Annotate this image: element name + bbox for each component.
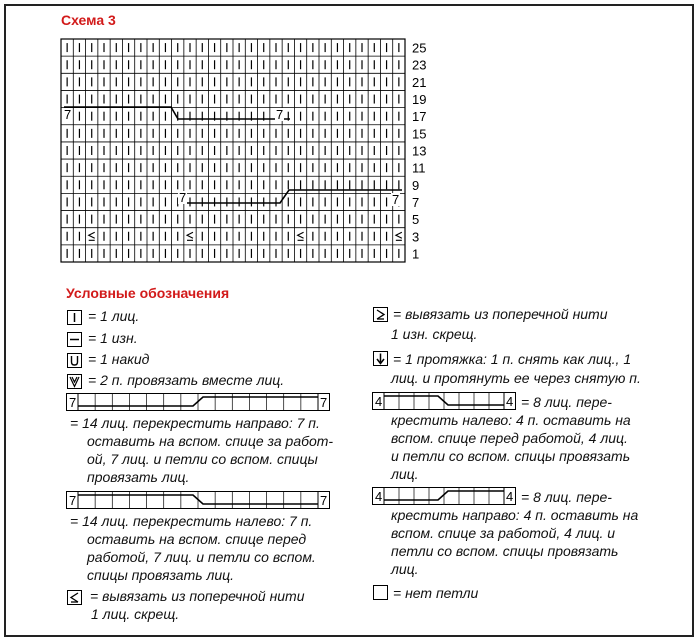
cable-left-text-1: = 14 лиц. перекрестить налево: 7 п. <box>70 513 313 529</box>
cable-right-text-3: ой, 7 лиц. и петли со вспом. спицы <box>87 451 318 467</box>
cable-left-text-3: работой, 7 лиц. и петли со вспом. <box>87 549 316 565</box>
m1-purl-symbol <box>373 307 389 323</box>
small-right-text-5: лиц. <box>391 561 419 577</box>
legend-title: Условные обозначения <box>66 285 230 301</box>
small-right-text-4: петли со вспом. спицы провязать <box>391 543 619 559</box>
cable-right-14-symbol <box>66 393 331 412</box>
row-number: 9 <box>412 177 420 193</box>
small-right-text-1: = 8 лиц. пере- <box>521 489 612 505</box>
yarn-over-symbol <box>67 353 83 369</box>
cable-left-14-symbol <box>66 491 331 510</box>
knit-text: = 1 лиц. <box>88 308 140 324</box>
row-number: 21 <box>412 74 427 90</box>
row-number: 3 <box>412 229 420 245</box>
cable-right-text-4: провязать лиц. <box>87 469 190 485</box>
m1-purl-text-2: 1 изн. скрещ. <box>391 326 478 342</box>
cable-left-8-symbol <box>372 392 517 411</box>
upper-cable-label: 7 <box>64 107 72 122</box>
cable-right-8-symbol <box>372 487 517 506</box>
cable-right-text-2: оставить на вспом. спице за работ- <box>87 433 334 449</box>
cable-left-text-2: оставить на вспом. спице перед <box>87 531 307 547</box>
lower-cable-end-label: 7 <box>392 192 400 207</box>
cable-left-label-left: 7 <box>69 493 77 508</box>
small-right-label-right: 4 <box>506 489 514 504</box>
small-left-text-1: = 8 лиц. пере- <box>521 394 612 410</box>
yarn-over-text: = 1 накид <box>88 351 150 367</box>
small-left-label-right: 4 <box>506 394 514 409</box>
draw-through-text-2: лиц. и протянуть ее через снятую п. <box>391 370 641 386</box>
row-number: 25 <box>412 40 427 56</box>
m1-purl-text-1: = вывязать из поперечной нити <box>393 306 608 322</box>
m1-knit-text-2: 1 лиц. скрещ. <box>91 606 180 622</box>
cable-left-text-4: спицы провязать лиц. <box>87 567 235 583</box>
small-left-text-4: и петли со вспом. спицы провязать <box>391 448 631 464</box>
row-number: 1 <box>412 246 420 262</box>
small-right-label-left: 4 <box>375 489 383 504</box>
purl-text: = 1 изн. <box>88 330 138 346</box>
no-stitch-text: = нет петли <box>393 585 479 601</box>
m1-knit-symbol <box>67 590 83 606</box>
cable-right-label-left: 7 <box>69 395 77 410</box>
row-number: 17 <box>412 109 427 125</box>
k2tog-symbol <box>67 374 83 390</box>
small-right-text-2: крестить направо: 4 п. оставить на <box>391 507 639 523</box>
small-left-text-5: лиц. <box>391 466 419 482</box>
no-stitch-symbol <box>373 585 389 601</box>
draw-through-symbol <box>373 351 389 367</box>
cable-right-label-right: 7 <box>320 395 328 410</box>
row-number: 23 <box>412 57 427 73</box>
small-left-text-3: вспом. спице перед работой, 4 лиц. <box>391 430 628 446</box>
cable-right-text-1: = 14 лиц. перекрестить направо: 7 п. <box>70 415 320 431</box>
purl-symbol <box>67 332 83 348</box>
cable-left-label-right: 7 <box>320 493 328 508</box>
row-number: 7 <box>412 194 420 210</box>
m1-knit-text-1: = вывязать из поперечной нити <box>90 588 305 604</box>
row-number: 15 <box>412 126 427 142</box>
row-number: 19 <box>412 92 427 108</box>
draw-through-text-1: = 1 протяжка: 1 п. снять как лиц., 1 <box>393 351 632 367</box>
row-numbers <box>412 41 426 262</box>
row-number: 5 <box>412 212 420 228</box>
chart-grid <box>61 39 405 262</box>
k2tog-text: = 2 п. провязать вместе лиц. <box>88 372 285 388</box>
small-left-text-2: крестить налево: 4 п. оставить на <box>391 412 631 428</box>
upper-cable-end-label: 7 <box>276 107 284 122</box>
knit-symbol <box>67 310 83 326</box>
small-right-text-3: вспом. спице за работой, 4 лиц. и <box>391 525 616 541</box>
lower-cable-label: 7 <box>179 190 187 205</box>
chart-title: Схема 3 <box>61 12 116 28</box>
small-left-label-left: 4 <box>375 394 383 409</box>
row-number: 13 <box>412 143 427 159</box>
row-number: 11 <box>412 160 426 176</box>
